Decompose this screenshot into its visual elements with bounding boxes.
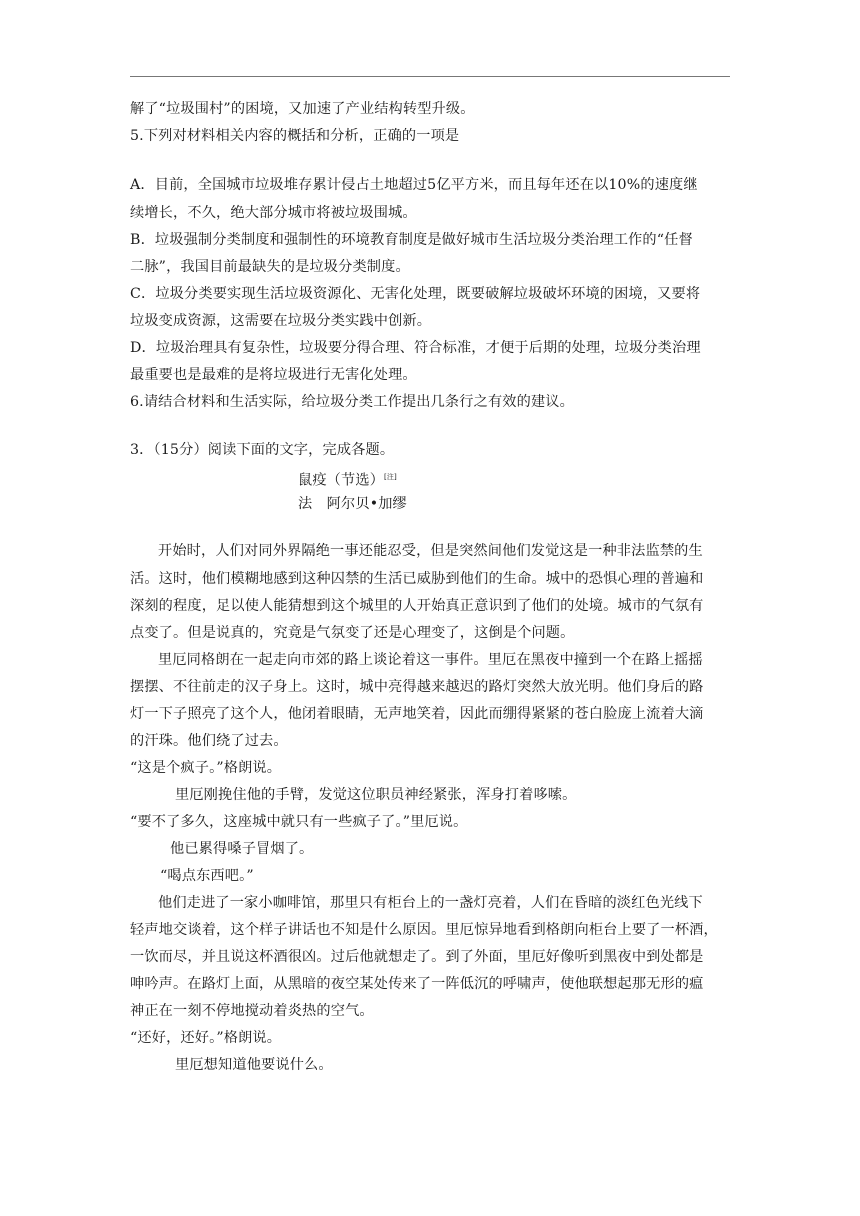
text-line [130,570,704,588]
line-text: 活。这时，他们模糊地感到这种囚禁的生活已威胁到他们的生命。城中的恐惧心理的普遍和 [130,571,704,587]
text-line [130,759,281,777]
line-text: 开始时，人们对同外界隔绝一事还能忍受，但是突然间他们发觉这是一种非法监禁的生 [158,543,703,559]
text-line [130,285,700,303]
line-text: 他已累得嗓子冒烟了。 [170,841,314,857]
text-line [130,204,417,222]
line-text: 3．（15分）阅读下面的文字，完成各题。 [130,442,395,458]
line-text: “这是个疯子。”格朗说。 [130,760,282,776]
line-text: C．垃圾分类要实现生活垃圾资源化、无害化处理，既要破解垃圾破坏环境的困境，又要将 [130,286,701,302]
line-text: 鼠疫（节选） [298,472,385,489]
text-line [130,127,459,145]
line-text: 神正在一刻不停地搅动着炎热的空气。 [130,1003,374,1019]
header-rule [130,76,730,77]
text-line [130,813,467,831]
line-text: “要不了多久，这座城中就只有一些疯子了。”里厄说。 [130,814,468,830]
line-text: 解了“垃圾围村”的困境，又加速了产业结构转型升级。 [130,101,475,117]
text-line [130,1029,281,1047]
text-line [130,176,698,194]
line-text: 里厄想知道他要说什么。 [175,1057,333,1073]
text-line [130,921,718,939]
text-line [130,312,431,330]
text-line [130,231,693,249]
text-line [130,624,574,642]
text-line [130,1002,374,1020]
line-text: “喝点东西吧。” [160,868,254,884]
text-line [130,975,704,993]
text-line [160,867,254,885]
text-line [175,1056,333,1074]
text-line [130,393,574,411]
line-text: 摆摆、不往前走的汉子身上。这时，城中亮得越来越迟的路灯突然大放光明。他们身后的路 [130,679,704,695]
text-line [158,894,703,912]
line-text: 二脉”，我国目前最缺失的是垃圾分类制度。 [130,259,410,275]
text-line [298,495,407,513]
text-line [130,100,475,118]
line-text: 深刻的程度，足以使人能猜想到这个城里的人开始真正意识到了他们的处境。城市的气氛有 [130,598,704,614]
text-line [130,339,701,357]
line-text: 呻吟声。在路灯上面，从黑暗的夜空某处传来了一阵低沉的呼啸声，使他联想起那无形的瘟 [130,976,704,992]
line-text: D．垃圾治理具有复杂性，垃圾要分得合理、符合标准，才便于后期的处理，垃圾分类治理 [130,340,701,356]
line-text: 续增长，不久，绝大部分城市将被垃圾围城。 [130,205,417,221]
line-text: 法 阿尔贝•加缪 [298,496,407,512]
line-text: 5.下列对材料相关内容的概括和分析，正确的一项是 [130,128,460,144]
line-text: A．目前，全国城市垃圾堆存累计侵占土地超过5亿平方米，而且每年还在以10%的速度继 [130,177,698,193]
text-line [298,468,397,490]
line-text: “还好，还好。”格朗说。 [130,1030,282,1046]
line-text: 6.请结合材料和生活实际，给垃圾分类工作提出几条行之有效的建议。 [130,394,574,410]
text-line [130,678,704,696]
text-line [170,840,313,858]
line-text: B．垃圾强制分类制度和强制性的环境教育制度是做好城市生活垃圾分类治理工作的“任督 [130,232,693,248]
text-line [130,258,410,276]
text-line [158,542,703,560]
text-line [130,441,394,459]
line-text: 里厄同格朗在一起走向市郊的路上谈论着这一事件。里厄在黑夜中撞到一个在路上摇摇 [158,652,703,668]
line-text: 点变了。但是说真的，究竟是气氛变了还是心理变了，这倒是个问题。 [130,625,575,641]
text-line [130,948,704,966]
line-text: 里厄刚挽住他的手臂，发觉这位职员神经紧张，浑身打着哆嗦。 [175,787,577,803]
line-text: 他们走进了一家小咖啡馆，那里只有柜台上的一盏灯亮着，人们在昏暗的淡红色光线下 [158,895,703,911]
text-line [158,651,703,669]
line-text: 灯一下子照亮了这个人，他闭着眼睛，无声地笑着，因此而绷得紧紧的苍白脸庞上流着大滴 [130,706,704,722]
text-line [130,366,417,384]
line-text: 最重要也是最难的是将垃圾进行无害化处理。 [130,367,417,383]
line-text: 一饮而尽，并且说这杯酒很凶。过后他就想走了。到了外面，里厄好像听到黑夜中到处都是 [130,949,704,965]
line-text: 垃圾变成资源，这需要在垃圾分类实践中创新。 [130,313,432,329]
text-line [175,786,576,804]
text-line [130,732,288,750]
footnote-marker: [注] [384,473,397,481]
text-line [130,705,704,723]
line-text: 的汗珠。他们绕了过去。 [130,733,288,749]
text-line [130,597,704,615]
line-text: 轻声地交谈着，这个样子讲话也不知是什么原因。里厄惊异地看到格朗向柜台上要了一杯酒， [130,922,718,938]
